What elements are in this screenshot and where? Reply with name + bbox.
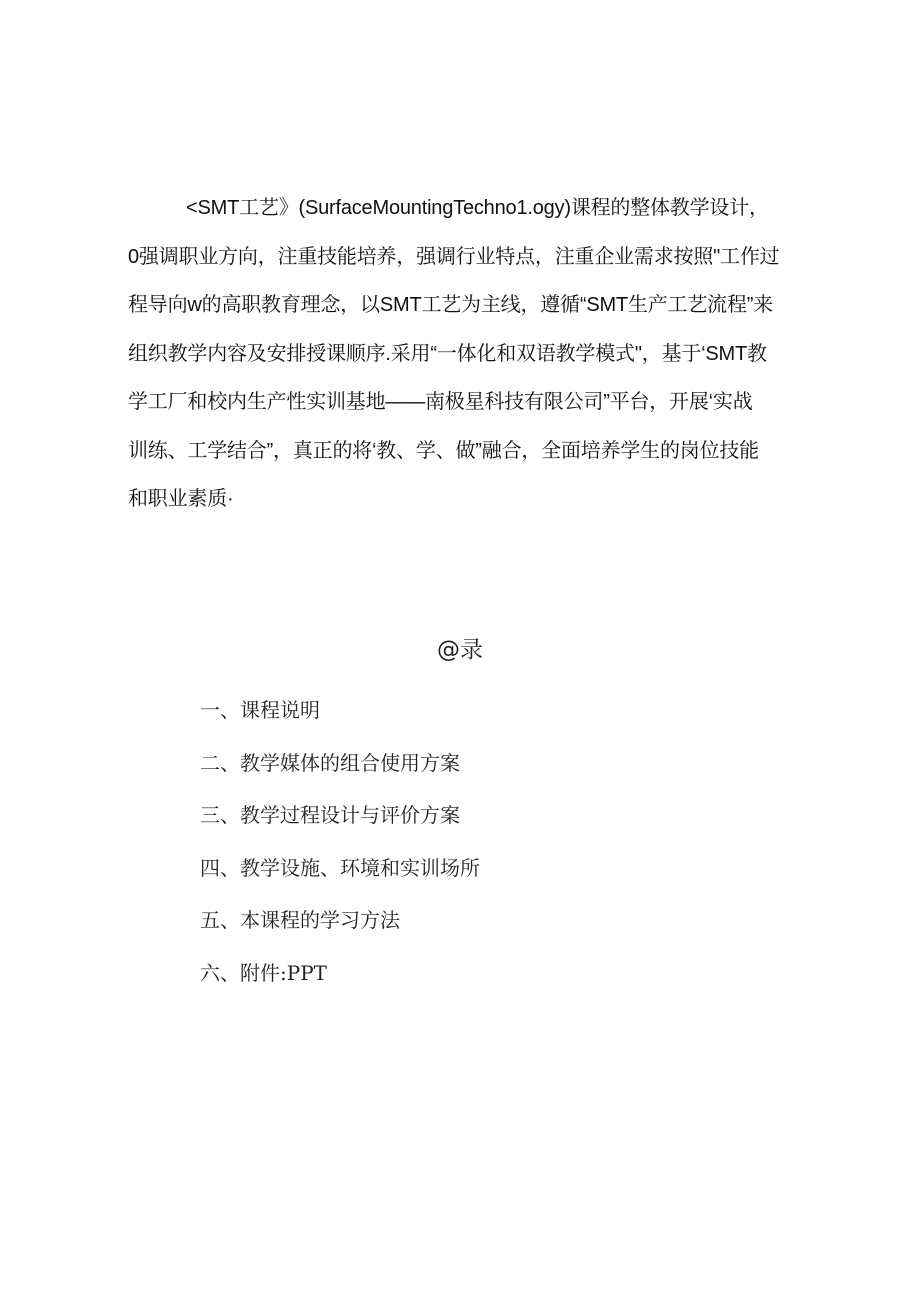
intro-line: 组织教学内容及安排授课顺序.采用“一体化和双语教学模式"，基于‘SMT教: [128, 342, 767, 365]
table-of-contents: [200, 690, 700, 1005]
toc-item-number: 一、: [200, 698, 240, 722]
toc-item-label: 教学媒体的组合使用方案: [240, 750, 460, 775]
intro-line: 0强调职业方向，注重技能培养，强调行业特点，注重企业需求按照"工作过: [128, 245, 780, 268]
intro-paragraph: [128, 184, 808, 524]
toc-item-learning-methods[interactable]: [200, 900, 700, 953]
toc-item-facilities[interactable]: [200, 848, 700, 901]
intro-line: <SMT工艺》(SurfaceMountingTechno1.ogy)课程的整体教学设计，: [186, 197, 769, 219]
intro-line: 和职业素质·: [128, 488, 234, 510]
toc-item-attachment-ppt[interactable]: [200, 953, 700, 1006]
toc-item-media-plan[interactable]: [200, 743, 700, 796]
toc-item-number: 五、: [200, 908, 240, 932]
intro-line: 学工厂和校内生产性实训基地——南极星科技有限公司”平台，开展‘实战: [128, 391, 753, 413]
toc-item-label: 教学过程设计与评价方案: [240, 803, 460, 827]
toc-item-number: 三、: [200, 803, 240, 827]
toc-item-label: 课程说明: [240, 698, 320, 722]
intro-line: 训练、工学结合”，真正的将‘教、学、做”融合，全面培养学生的岗位技能: [128, 439, 759, 462]
toc-item-number: 二、: [200, 750, 240, 775]
toc-item-label: 本课程的学习方法: [240, 908, 400, 932]
intro-line: 程导向w的高职教育理念，以SMT工艺为主线，遵循“SMT生产工艺流程”来: [128, 294, 773, 316]
toc-item-label: 附件:PPT: [240, 960, 327, 985]
toc-item-label: 教学设施、环境和实训场所: [240, 855, 480, 880]
toc-item-number: 六、: [200, 960, 240, 985]
toc-title: @录: [437, 637, 483, 663]
toc-item-number: 四、: [200, 855, 240, 880]
toc-item-course-description[interactable]: [200, 690, 700, 743]
toc-item-process-evaluation[interactable]: [200, 795, 700, 848]
